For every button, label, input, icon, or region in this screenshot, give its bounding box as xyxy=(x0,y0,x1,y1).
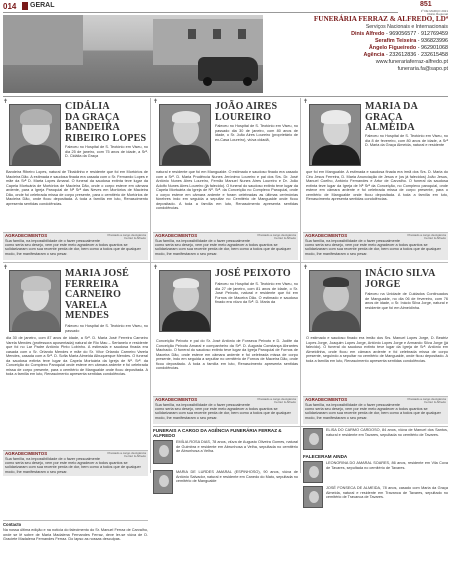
acknowledgement-credit: Prestado a cargo da Agência Ferraz & Alfredo xyxy=(107,451,146,459)
name-line: VARELA xyxy=(65,299,108,311)
obituary-lede: Faleceu na Unidade de Cuidados Continuados de Mangualde, no dia 06 de fevereiro, com 76 anos de idade, o Sr. Inácio Silva Jorge, natural e residente que foi em Almeidinha. xyxy=(365,292,448,310)
small-portrait xyxy=(153,470,173,494)
notice-text: EMÍLIA ROSA DIAS, 78 anos, viúva de Augusto Oliveira Gomes, natural de Guimbra e residente em Abrunhosa a Velha, sepultada no cemitério de Abrunhosa a Velha. xyxy=(176,440,298,453)
deceased-name xyxy=(65,269,148,322)
acknowledgement-text: Sua família, na impossibilidade de o fazer pessoalmente como seria seu desejo, vem por este meio agradecer a todos quantos se solidarizaram com sua recente perda de dor, bem como a todos que de qualquer modo, lhe manifestaram o seu pesar. xyxy=(155,238,291,256)
obituary-lede: Faleceu no Hospital de S. Teotónio em Viseu, no dia 25 de janeiro, com 75 anos de idade, a Srª. D. Cidália da Graça xyxy=(65,145,148,158)
window xyxy=(238,29,246,39)
acknowledgement-title: AGRADECIMENTOS xyxy=(155,397,198,402)
notice-text: MARIA DE LURDES AMARAL (ESPINHOSO), 90 anos, viúva de António Salvador, natural e residente em Canedo do Mato, sepultada no cemitério de Mangualde xyxy=(176,470,298,483)
acknowledgement-box xyxy=(3,450,148,476)
ad-contact-line xyxy=(266,31,448,38)
acknowledgement-box xyxy=(303,232,448,260)
shoulders xyxy=(162,311,210,332)
name-line: ALMEIDA xyxy=(365,122,415,133)
face xyxy=(309,466,319,478)
small-portrait xyxy=(303,461,323,483)
acknowledgement-title: AGRADECIMENTOS xyxy=(155,233,198,238)
small-portrait xyxy=(303,428,323,450)
hair xyxy=(321,110,351,124)
name-line: CARNEIRO xyxy=(65,289,122,300)
portrait-photo xyxy=(159,270,211,332)
window xyxy=(213,29,221,39)
correction-text: Na nossa última edição e na notícia do falecimento do Sr. Manuel Ferraz de Carvalho, onde se lê sobre de Maria Madalena Fernandes Ferraz, deve ler-se viúva de D. Graciete Madalena Fernandes Ferraz. Do lapso as nossas desculpas. xyxy=(3,528,148,541)
ad-contact-line xyxy=(266,45,448,52)
edition-number: 851 xyxy=(420,1,432,8)
hair xyxy=(20,109,52,125)
obituary-maria-graca xyxy=(303,98,448,260)
contact-name: Dinis Alfredo xyxy=(351,31,385,37)
shoulders xyxy=(312,311,360,332)
contact-phone[interactable]: - 969056577 · 912769459 xyxy=(385,31,448,37)
name-line: CIDÁLIA xyxy=(65,101,110,112)
shoulders xyxy=(12,311,60,332)
portrait-photo xyxy=(309,104,361,166)
obituary-lede: Faleceu no Hospital de S. Teotónio em Viseu, no dia 27 de janeiro, com 81 anos de idade, o Sr. José Peixoto, natural e residente que foi em Fornos de Maceira Dão. O estimado e saudoso finado era viúvo da Srª. D. Maria da xyxy=(215,282,298,304)
cross-icon: ✝ xyxy=(3,264,9,271)
acknowledgement-credit: Prestado a cargo da Agência Ferraz & Alfredo xyxy=(407,397,446,405)
name-line: DA GRAÇA xyxy=(65,111,120,123)
section-rule xyxy=(3,96,448,97)
acknowledgement-title: AGRADECIMENTOS xyxy=(305,397,348,402)
obituary-text: O estimado e saudoso finado era irmão dos Srs. Manuel Lopes Jorge, D. Beatriz Lopes Jorge, Joaquim Lopes Jorge, António Lopes Jorge e Armando Silva Jorge (já falecido). O funeral do saudoso extinto teve lugar da Igreja de Srª. António em Almeidinha, onde ficou em câmara ardente e foi celebrada missa de corpo presente, seguindo a sepultar no cemitério de Mangualde, onde ficou depositado. A toda a família em luto, Renascimento apresenta sentidas condolências. xyxy=(306,336,448,363)
contact-name: Serafim Teixeira xyxy=(374,38,417,44)
face xyxy=(309,491,319,503)
funerals-list-title: FUNERAIS A CARGO DA AGÊNCIA FUNERÁRIA FERRAZ & ALFREDO xyxy=(153,428,282,439)
funeral-home-ad xyxy=(266,15,448,93)
acknowledgement-title: AGRADECIMENTOS xyxy=(5,451,48,456)
row-rule xyxy=(3,262,448,263)
notice-text: LEONORINA DO AMARAL SOARES, 86 anos, residente em Vila Cova de Tavares, sepultada no cemitério de Tavares. xyxy=(326,461,448,470)
hair xyxy=(173,278,199,288)
acknowledgement-text: Sua família, na impossibilidade de o fazer pessoalmente como seria seu desejo, vem por este meio agradecer a todos quantos se solidarizaram com sua recente perda de dor, bem como a todos que de qualquer modo, lhe manifestaram o seu pesar. xyxy=(5,456,141,474)
obituary-text: Conceição Peixoto e pai do Sr. José António de Fonseca Peixoto e D. Judite da Conceição Peixoto Amaral e companheiro da Srª. D. Augusta Constança Abrantes Machado. O funeral do saudoso extinto teve lugar da Igreja Paroquial de Fornos de Maceira Dão, onde esteve em câmara ardente e foi celebrada missa de corpo presente, indo em seguida a sepultar no cemitério de Fornos de Maceira Dão, onde ficou depositado. A toda a família em luto, Renascimento apresenta sentidas condolências. xyxy=(156,339,298,370)
correction-label: Contacto xyxy=(3,522,22,527)
portrait-photo xyxy=(9,270,61,332)
deceased-name xyxy=(365,269,448,290)
name-line: MARIA JOSÉ xyxy=(65,268,129,279)
column-rule xyxy=(150,98,151,473)
hair xyxy=(323,277,349,287)
name-line: JOSÉ PEIXOTO xyxy=(215,268,291,279)
acknowledgement-credit: Prestado a cargo da Agência Ferraz & Alfredo xyxy=(107,233,146,241)
notice-text: JOSÉ FONSECA DE ALMEIDA, 78 anos, casado com Maria da Graça Almeida, natural e residente em Travanca de Tavares, sepultado no cemitério de Travanca de Tavares. xyxy=(326,486,448,499)
obituary-lede: Faleceu no Hospital de S. Teotónio em Viseu, no passado xyxy=(65,324,148,333)
acknowledgement-text: Sua família, na impossibilidade de o fazer pessoalmente como seria seu desejo, vem por este meio agradecer a todos quantos se solidarizaram com sua recente perda de dor, bem como a todos que de qualquer modo, lhe manifestaram o seu pesar. xyxy=(305,402,441,420)
obituary-lede: Faleceu no Hospital de S. Teotónio em Viseu, no dia 8 de fevereiro, com 80 anos de idade, a Srª D. Maria da Graça Almeida, natural e residente xyxy=(365,134,448,147)
obituary-maria-jose xyxy=(3,264,148,474)
acknowledgement-box xyxy=(153,232,298,260)
ad-contact-line xyxy=(266,52,448,59)
acknowledgement-box xyxy=(303,396,448,424)
obituary-text: dia 30 de janeiro, com 87 anos de idade, a Srª. D. Maria José Ferreira Carneiro Varela Mendes (professora aposentada) natural de Rio Mau – Sertanelo e residente que foi no Lar Padre António Pinto Lobinho. A estimada e saudosa finada era casada com o Sr. Orlando Mendes e mãe do Sr. Vítor Orlando Carneiro Varela Mendes, casada com a Srª. D. Sofia Maria Almeida Albuquerque Mendes. O funeral da saudosa extinta teve lugar da Capela Mortuária da Igreja de Nª. Srª. da Conceição do Complexo Paroquial onde esteve em câmara ardente e foi celebrada missa de corpo presente, para o cemitério de Mangualde onde ficou depositada. A toda a família em luto, Renascimento apresenta sentidas condolências. xyxy=(6,336,148,376)
acknowledgement-box xyxy=(3,232,148,260)
acknowledgement-title: AGRADECIMENTOS xyxy=(5,233,48,238)
contact-name: Agência xyxy=(363,52,385,58)
obituary-text: natural e residente que foi em Mangualde. O estimado e saudoso finado era casado com a Srª. D. Maria Prudência Nunes Jerónimo Loureiro e pai dos Srs. Dr. José António Nunes Aires Loureiro, Fernão Manuel Nunes Aires Loureiro e Dr. João Adolfo Nunes Aires Loureiro (já falecido). O funeral do saudoso extinto teve lugar da Capela Mortuária da Igreja de Nª. Srª. da Conceição no Complexo Paroquial, onde o corpo esteve em câmara ardente e foram celebradas as últimas cerimónias fúnebres indo em seguida a sepultar no Cemitério de Mangualde onde ficou depositado. A toda a família em luto, Renascimento apresenta sentidas condolências. xyxy=(156,170,298,210)
header-rule xyxy=(3,12,398,13)
hair xyxy=(21,276,51,291)
acknowledgement-box xyxy=(153,396,298,424)
row-rule xyxy=(153,426,448,427)
name-line: JORGE xyxy=(365,278,401,290)
wheel xyxy=(203,77,212,86)
deceased-name xyxy=(215,102,298,123)
acknowledgement-title: AGRADECIMENTOS xyxy=(305,233,348,238)
name-line: FERREIRA xyxy=(65,278,119,290)
obituary-text: que foi em Mangualde. A estimada e saudosa finada era irmã dos Srs. D. Maria do Céu Jesus Ferreira, D. Maria Anunciação de Jesus e (os já falecidos) João Jesus, Manuel Coelho, António Fernandes e Artur de Carvalho. O funeral da saudosa extinta teve lugar da Igreja de Nª Srª da Conceição, no Complexo paroquial, onde esteve em câmara ardente e foi celebrada missa de corpo presente, para o cemitério de Mangualde onde ficou depositada. A toda a família em luto, Renascimento apresenta sentidas condolências. xyxy=(306,170,448,201)
name-line: RIBEIRO LOPES xyxy=(65,132,147,144)
acknowledgement-credit: Prestado a cargo da Agência Ferraz & Alfredo xyxy=(407,233,446,241)
name-line: MARIA DA xyxy=(365,101,418,112)
cross-icon: ✝ xyxy=(303,98,309,105)
obituary-lede: Faleceu no Hospital de S. Teotónio em Viseu, no passado dia 30 de janeiro, com 80 anos de idade, o Sr. João Aires Loureiro (proprietário de ex-Casa Loureiro), viúva cidadã, xyxy=(215,124,298,142)
obituary-cidalia xyxy=(3,98,148,260)
also-deceased-title: FALECERAM AINDA xyxy=(303,454,348,459)
funeral-home-photo xyxy=(3,15,263,93)
portrait-photo xyxy=(309,270,361,332)
section-marker xyxy=(22,2,28,10)
obituary-joao-aires xyxy=(153,98,298,260)
ad-subtitle: Serviços Nacionais e Internacionais xyxy=(365,24,448,30)
hair xyxy=(172,111,200,123)
ad-email-link[interactable]: funeraria.fa@sapo.pt xyxy=(397,66,448,72)
acknowledgement-text: Sua família, na impossibilidade de o fazer pessoalmente como seria seu desejo, vem por este meio agradecer a todos quantos se solidarizaram com sua recente perda de dor, bem como a todos que de qualquer modo, lhe manifestaram o seu pesar. xyxy=(155,402,291,420)
funerals-list-left xyxy=(153,428,298,514)
contact-phone[interactable]: - 936823996 xyxy=(417,38,448,44)
acknowledgement-text: Sua família, na impossibilidade de o fazer pessoalmente como seria seu desejo, vem por este meio agradecer a todos quantos se solidarizaram com sua recente perda de dor, bem como a todos que de qualquer modo, lhe manifestaram o seu pesar. xyxy=(5,238,141,256)
contact-phone[interactable]: - 962901068 xyxy=(417,45,448,51)
name-line: GRAÇA xyxy=(365,111,403,123)
contact-name: Ângelo Figueiredo xyxy=(368,45,417,51)
name-line: LOUREIRO xyxy=(215,111,272,123)
portrait-photo xyxy=(159,104,211,166)
ad-contact-line xyxy=(266,38,448,45)
small-portrait xyxy=(153,440,173,464)
cross-icon: ✝ xyxy=(303,264,309,271)
face xyxy=(159,475,169,487)
deceased-name xyxy=(215,269,298,280)
name-line: INÁCIO SILVA xyxy=(365,268,436,279)
face xyxy=(309,433,319,445)
name-line: BANDEIRA xyxy=(65,122,120,133)
shoulders xyxy=(12,145,60,166)
cross-icon: ✝ xyxy=(3,98,9,105)
acknowledgement-credit: Prestado a cargo da Agência Ferraz & Alfredo xyxy=(257,233,296,241)
ad-title: FUNERÁRIA FERRAZ & ALFREDO, LDª xyxy=(313,15,448,23)
name-line: JOÃO AIRES xyxy=(215,101,278,112)
deceased-name xyxy=(365,102,448,134)
face xyxy=(159,445,169,457)
footer-rule xyxy=(3,520,148,521)
wheel xyxy=(243,77,252,86)
deceased-name xyxy=(65,102,148,144)
name-line: MENDES xyxy=(65,310,109,321)
shoulders xyxy=(312,145,360,166)
obituary-text: Bandeira Ribeiro Lopes, natural de Tibaldinho e residente que foi em Mortórios de Macieira Dão. A estimada e saudosa finada era casada com o Sr. Fernando Lopes e mãe da Srª D. Marta Lopes Amaral. O funeral da saudosa extinta teve lugar da Capela Mortuária de Mortórios de Macieira Dão, onde o corpo esteve em câmara ardente, para a Igreja Paroquial de Nª Srª das Neves em Mortórios de Macieira Dão, onde foi celebrada missa de corpo presente, para o cemitério de Mortórios de Macieira Dão, onde ficou depositada. A toda a família em luto, Renascimento apresenta sentidas condolências. xyxy=(6,170,148,206)
acknowledgement-text: Sua família, na impossibilidade de o fazer pessoalmente como seria seu desejo, vem por este meio agradecer a todos quantos se solidarizaram com sua recente perda de dor, bem como a todos que de qualquer modo, lhe manifestaram o seu pesar. xyxy=(305,238,441,256)
window xyxy=(188,29,196,39)
edition-note: Diário Regional xyxy=(427,12,448,16)
ad-website-link[interactable]: www.funerariaferraz-alfredo.pt xyxy=(375,59,448,65)
column-rule xyxy=(300,98,301,473)
funerals-list-right xyxy=(303,428,448,514)
cross-icon: ✝ xyxy=(153,264,159,271)
page-number: 014 xyxy=(3,2,17,11)
shoulders xyxy=(162,145,210,166)
obituary-jose-peixoto xyxy=(153,264,298,424)
portrait-photo xyxy=(9,104,61,166)
building-left xyxy=(3,15,83,65)
obituary-inacio xyxy=(303,264,448,424)
contact-phone[interactable]: - 232612836 · 232615458 xyxy=(385,52,448,58)
notice-text: ELISA DO CARMO CARDOSO, 84 anos, viúva de Manuel dos Santos, natural e residente em Tavares, sepultada no cemitério de Tavares. xyxy=(326,428,448,437)
cross-icon: ✝ xyxy=(153,98,159,105)
small-portrait xyxy=(303,486,323,508)
acknowledgement-credit: Prestado a cargo da Agência Ferraz & Alfredo xyxy=(257,397,296,405)
section-title: GERAL xyxy=(30,2,55,9)
edition-date: 1º DE MARÇO 2021 xyxy=(420,9,448,13)
